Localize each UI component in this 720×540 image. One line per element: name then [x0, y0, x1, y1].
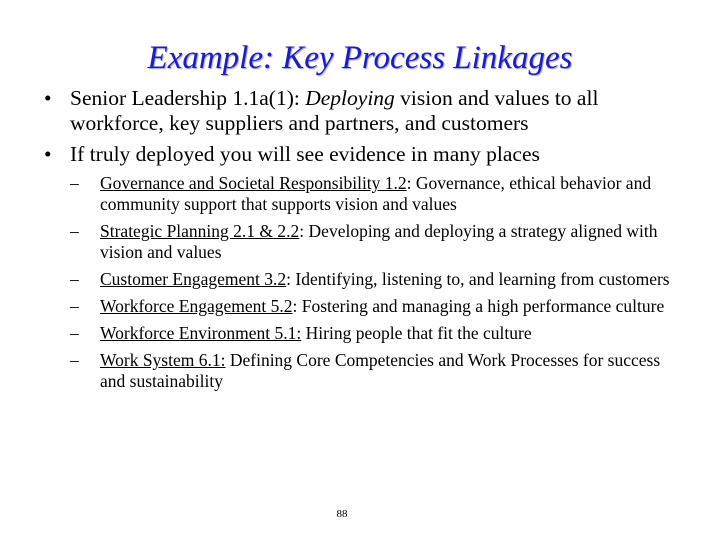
bullet-icon: •	[44, 142, 52, 166]
sub-bullet-workforce-engagement	[70, 296, 684, 317]
sub-bullet-list	[70, 173, 684, 392]
sub-bullet-link: Governance and Societal Responsibility 1.2	[100, 173, 407, 193]
sub-bullet-text: : Developing and deploying a strategy aligned with vision and values	[100, 221, 658, 262]
sub-bullet-strategic-planning	[70, 221, 684, 263]
dash-icon: –	[70, 296, 79, 316]
slide-title: Example: Key Process Linkages	[147, 40, 573, 76]
bullet-2-text: If truly deployed you will see evidence in many places	[70, 142, 540, 166]
page-number: 88	[336, 508, 348, 520]
sub-bullet-link: Workforce Engagement 5.2	[100, 296, 293, 316]
sub-bullet-link: Strategic Planning 2.1 & 2.2	[100, 221, 300, 241]
dash-icon: –	[70, 350, 79, 370]
dash-icon: –	[70, 269, 79, 289]
bullet-icon: •	[44, 86, 52, 110]
sub-bullet-text: : Fostering and managing a high performance culture	[292, 296, 665, 316]
bullet-item-2	[44, 142, 684, 167]
sub-bullet-link: Customer Engagement 3.2	[100, 269, 287, 289]
sub-bullet-governance	[70, 173, 684, 215]
sub-bullet-text: Defining Core Competencies and Work Processes for success and sustainability	[100, 350, 661, 391]
sub-bullet-work-system	[70, 350, 684, 392]
bullet-item-1	[44, 86, 684, 136]
bullet-1-suffix: vision and values to all workforce, key suppliers and partners, and customers	[70, 86, 599, 135]
sub-bullet-text: : Governance, ethical behavior and community support that supports vision and values	[100, 173, 652, 214]
sub-bullet-workforce-environment	[70, 323, 684, 344]
sub-bullet-text: : Identifying, listening to, and learning from customers	[286, 269, 670, 289]
sub-bullet-text: Hiring people that fit the culture	[301, 323, 532, 343]
dash-icon: –	[70, 323, 79, 343]
slide-content	[44, 86, 684, 398]
dash-icon: –	[70, 173, 79, 193]
sub-bullet-customer-engagement	[70, 269, 684, 290]
sub-bullet-link: Work System 6.1:	[100, 350, 226, 370]
bullet-1-prefix: Senior Leadership 1.1a(1):	[70, 86, 306, 110]
dash-icon: –	[70, 221, 79, 241]
sub-bullet-link: Workforce Environment 5.1:	[100, 323, 302, 343]
bullet-1-emphasis: Deploying	[305, 86, 395, 110]
